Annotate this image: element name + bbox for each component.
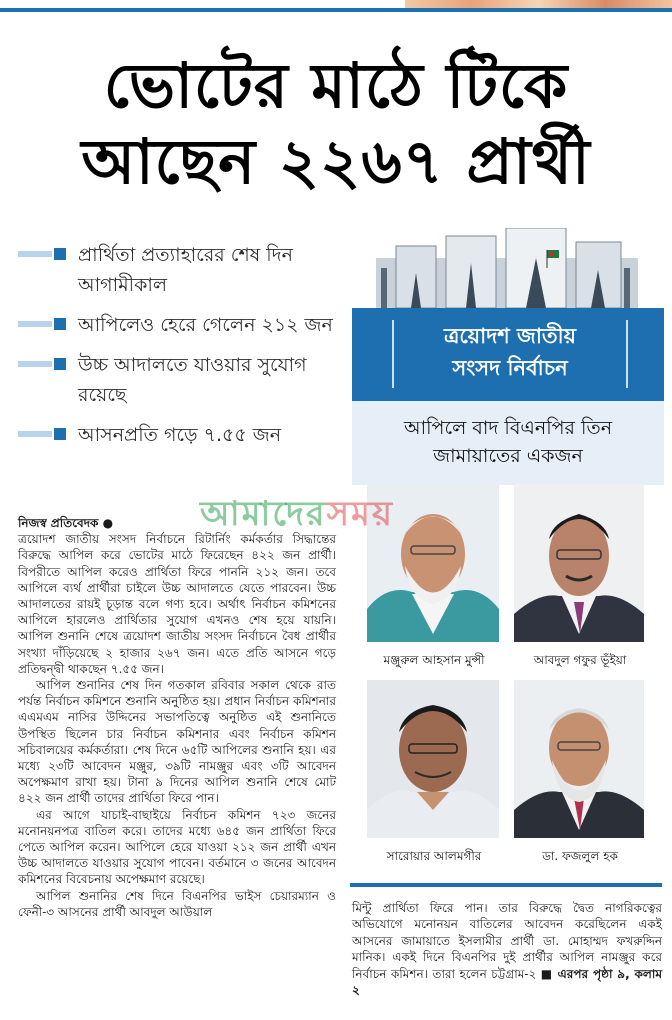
election-banner (352, 308, 664, 401)
bullet-text: প্রার্থিতা প্রত্যাহারের শেষ দিন আগামীকাল (78, 244, 293, 296)
bullet-square-icon (18, 428, 66, 440)
article-paragraph: এর আগে যাচাই-বাছাইয়ে নির্বাচন কমিশন ৭২৩ জনের মনোনয়নপত্র বাতিল করে। তাদের মধ্যে ৬৪৫ জন প্রার্থিতা ফিরে পেতে আপিল করেন। আপিলে হেরে যাওয়া ২১২ জন প্রার্থী এখন উচ্চ আদালতে যাওয়ার সুযোগ পাবেন। বর্তমানে ৩ জনের আবেদন কমিশনের বিবেচনায় অপেক্ষমাণ রয়েছে। (18, 807, 336, 887)
candidate-photo (367, 680, 499, 838)
watermark-part-2: সময় (326, 494, 394, 534)
bullet-square-icon (18, 248, 66, 260)
candidate-caption: সারোয়ার আলমগীর (386, 849, 482, 863)
headline-line-2: আছেন ২২৬৭ প্রার্থী (81, 125, 591, 198)
article-body (18, 515, 336, 920)
subhead-line-1: আপিলে বাদ বিএনপির তিন (403, 417, 613, 439)
watermark-part-1: আমাদের (200, 494, 327, 534)
parliament-building-illustration (376, 228, 638, 308)
article-paragraph: ত্রয়োদশ জাতীয় সংসদ নির্বাচনে রিটার্নিং কর্মকর্তার সিদ্ধান্তের বিরুদ্ধে আপিল করে ভোটের মাঠে ফিরেছেন ৪২২ জন প্রার্থী। বিপরীতে আপিল করেও প্রার্থিতা ফিরে পাননি ২১২ জন। তবে আপিলে ব্যর্থ প্রার্থীরা চাইলে উচ্চ আদালতে যেতে পারবেন। উচ্চ আদালতের রায়ই চূড়ান্ত বলে গণ্য হবে। অর্থাৎ নির্বাচন কমিশনের আপিলে হারলেও প্রার্থিতার সুযোগ এখনও শেষ হয়ে যায়নি। আপিল শুনানি শেষে ত্রয়োদশ জাতীয় সংসদ নির্বাচনে বৈধ প্রার্থীর সংখ্যা দাঁড়িয়েছে ২ হাজার ২৬৭ জন। এতে প্রতি আসনে গড়ে প্রতিদ্বন্দ্বী থাকছেন ৭.৫৫ জন। (18, 532, 336, 676)
bullet-text: উচ্চ আদালতে যাওয়ার সুযোগ রয়েছে (78, 354, 307, 406)
column-rule (350, 883, 662, 887)
candidate-caption: ডা. ফজলুল হক (542, 849, 618, 863)
bullet-text: আসনপ্রতি গড়ে ৭.৫৫ জন (78, 424, 282, 446)
bullet-text: আপিলেও হেরে গেলেন ২১২ জন (78, 314, 333, 336)
highlight-bullets (18, 240, 348, 460)
article-continuation (352, 900, 662, 998)
headline-line-1: ভোটের মাঠে টিকে (103, 49, 569, 122)
top-rule (0, 0, 672, 14)
article-paragraph: আপিল শুনানির শেষ দিন গতকাল রবিবার সকাল থেকে রাত পর্যন্ত নির্বাচন কমিশনে শুনানি অনুষ্ঠিত হয়। প্রধান নির্বাচন কমিশনার এএমএম নাসির উদ্দিনের সভাপতিত্বে অনুষ্ঠিত এই শুনানিতে উপস্থিত ছিলেন চার নির্বাচন কমিশনার এবং নির্বাচন কমিশন সচিবালয়ের কর্মকর্তারা। শেষ দিনে ৬৫টি আপিলের শুনানি হয়। এর মধ্যে ২৩টি আবেদন মঞ্জুর, ৩৯টি নামঞ্জুর এবং ৩টি আবেদন অপেক্ষমাণ রাখা হয়। টানা ৯ দিনের আপিল শুনানি শেষে মোট ৪২২ জন প্রার্থী তাদের প্রার্থিতা ফিরে পান। (18, 678, 336, 806)
continuation-text: মিন্টু প্রার্থিতা ফিরে পান। তার বিরুদ্ধে দ্বৈত নাগরিকত্বের অভিযোগে মনোনয়ন বাতিলের আবেদন করেছিলেন একই আসনের জামায়াতে ইসলামীর প্রার্থী ডা. মোহাম্মদ ফখরুদ্দিন মানিক। একই দিনে বিএনপির দুই প্রার্থীর আপিল নামঞ্জুর করে নির্বাচন কমিশন। তারা হলেন চট্টগ্রাম-২ (352, 901, 662, 981)
subhead-line-2: জামায়াতের একজন (433, 445, 583, 467)
blue-rule (0, 8, 672, 12)
bullet-item (18, 310, 348, 340)
bullet-item (18, 420, 348, 450)
candidate-caption: আবদুল গফুর ভূঁইয়া (533, 653, 627, 667)
headline (0, 48, 672, 200)
article-paragraph: আপিল শুনানির শেষ দিনে বিএনপির ভাইস চেয়ারম্যান ও ফেনী-৩ আসনের প্রার্থী আবদুল আউয়াল (18, 888, 336, 919)
continued-on-page-link[interactable]: ■ এরপর পৃষ্ঠা ৯, কলাম ২ (352, 966, 662, 998)
banner-line-2: সংসদ নির্বাচন (452, 356, 568, 380)
photo-subhead (352, 414, 664, 470)
bullet-item (18, 350, 348, 410)
bullet-square-icon (18, 358, 66, 370)
banner-line-1: ত্রয়োদশ জাতীয় (443, 324, 577, 348)
byline: নিজস্ব প্রতিবেদক ● (18, 516, 114, 530)
candidate-caption: মঞ্জুরুল আহসান মুন্সী (383, 653, 485, 667)
candidate-photo (514, 680, 644, 838)
bullet-item (18, 240, 348, 300)
bullet-square-icon (18, 318, 66, 330)
candidate-photo (514, 484, 644, 642)
